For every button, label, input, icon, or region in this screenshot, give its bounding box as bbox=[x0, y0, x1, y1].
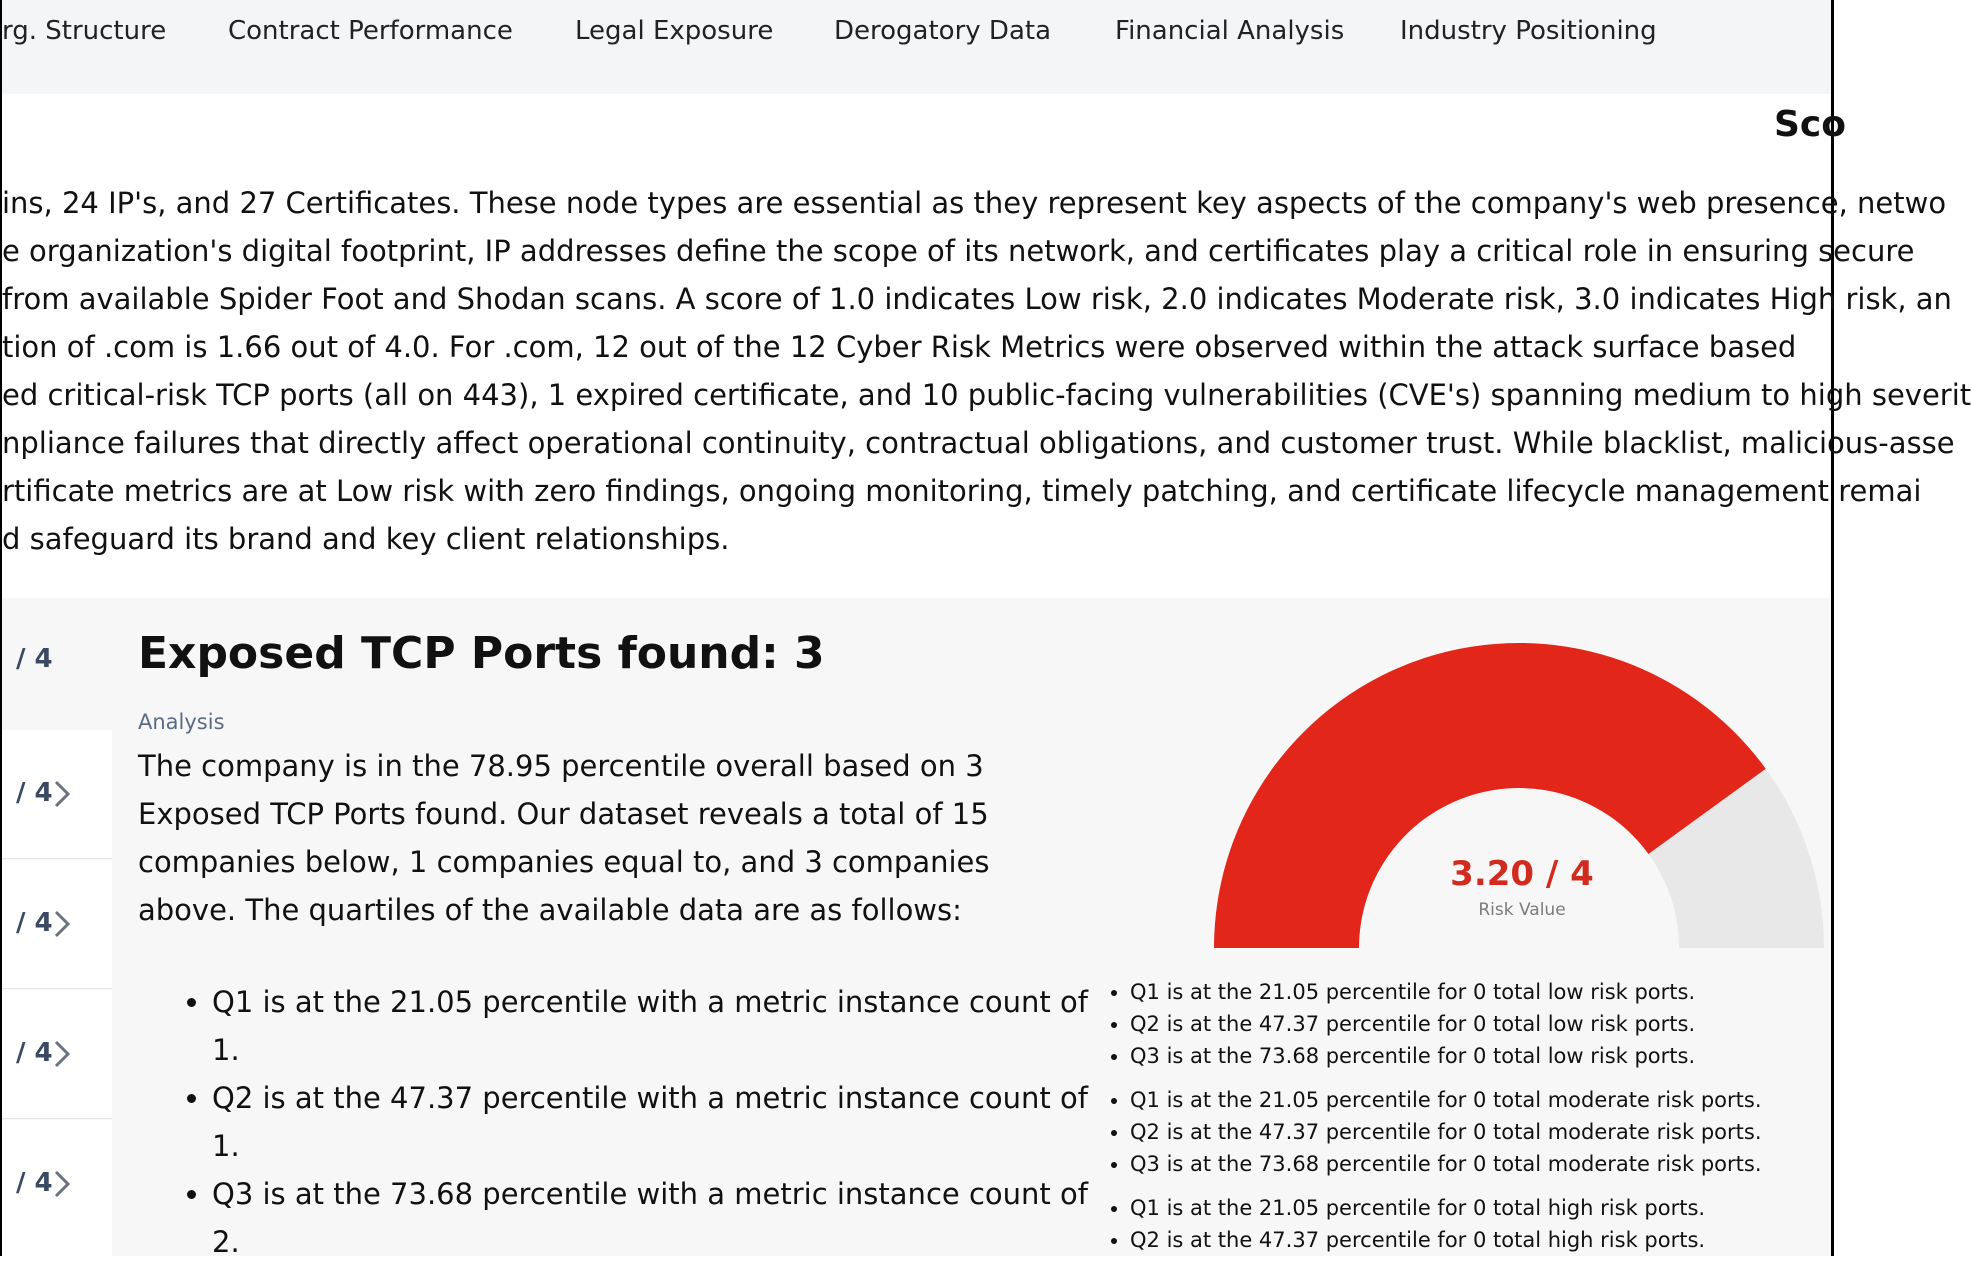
quartile-item: • Q3 is at the 73.68 percentile with a metric instance count of 2. bbox=[212, 1170, 1092, 1266]
summary-line: tion of .com is 1.66 out of 4.0. For .com, 12 out of the 12 Cyber Risk Metrics were observed within the attack surface based bbox=[2, 330, 1797, 364]
list-item: • Q2 is at the 47.37 percentile for 0 total high risk ports. bbox=[1130, 1224, 1832, 1256]
metric-side-score: / 4 bbox=[16, 908, 53, 938]
summary-line: ed critical-risk TCP ports (all on 443), 1 expired certificate, and 10 public-facing vulnerabilities (CVE's) spanning medium to high severit bbox=[2, 378, 1971, 412]
list-item: • Q3 is at the 73.68 percentile for 0 total low risk ports. bbox=[1130, 1040, 1832, 1072]
summary-line: ins, 24 IP's, and 27 Certificates. These node types are essential as they represent key aspects of the company's web presence, netwo bbox=[2, 186, 1947, 220]
quartile-item: • Q1 is at the 21.05 percentile with a metric instance count of 1. bbox=[212, 978, 1092, 1074]
list-item: • Q2 is at the 47.37 percentile for 0 total moderate risk ports. bbox=[1130, 1116, 1832, 1148]
gauge-label: Risk Value bbox=[1478, 900, 1566, 920]
metric-side-score: / 4 bbox=[16, 778, 53, 808]
summary-line: e organization's digital footprint, IP addresses define the scope of its network, and certificates play a critical role in ensuring secure bbox=[2, 234, 1915, 268]
quartile-list bbox=[172, 978, 1092, 1266]
low-risk-ports-list bbox=[1092, 976, 1832, 1072]
metric-side-item[interactable] bbox=[2, 730, 112, 859]
summary-line: rtificate metrics are at Low risk with zero findings, ongoing monitoring, timely patching, and certificate lifecycle management remai bbox=[2, 474, 1922, 508]
score-section-heading: Sco bbox=[1774, 104, 1846, 145]
tab-legal-exposure[interactable]: Legal Exposure bbox=[575, 16, 774, 46]
chevron-right-icon bbox=[48, 1034, 78, 1074]
analysis-text: The company is in the 78.95 percentile overall based on 3 Exposed TCP Ports found. Our dataset reveals a total of 15 companies below, 1 companies equal to, and 3 companies above. The quartiles of the available data are as follows: bbox=[138, 749, 990, 927]
gauge-value: 3.20 / 4 bbox=[1450, 854, 1594, 894]
tab-derogatory-data[interactable]: Derogatory Data bbox=[834, 16, 1052, 46]
list-item: • Q1 is at the 21.05 percentile for 0 total low risk ports. bbox=[1130, 976, 1832, 1008]
cyber-risk-summary bbox=[2, 186, 1971, 576]
chevron-right-icon bbox=[48, 1164, 78, 1204]
metric-side-item[interactable] bbox=[2, 860, 112, 989]
metric-title: Exposed TCP Ports found: 3 bbox=[138, 628, 825, 679]
tab-contract-performance[interactable]: Contract Performance bbox=[228, 16, 513, 46]
analysis-label: Analysis bbox=[138, 710, 225, 734]
list-item: • Q1 is at the 21.05 percentile for 0 total high risk ports. bbox=[1130, 1192, 1832, 1224]
tab-industry-positioning[interactable]: Industry Positioning bbox=[1400, 16, 1657, 46]
section-tab-bar bbox=[2, 0, 1831, 94]
metric-side-list bbox=[2, 598, 112, 1256]
list-item: • Q1 is at the 21.05 percentile for 0 total moderate risk ports. bbox=[1130, 1084, 1832, 1116]
metric-side-score: / 4 bbox=[16, 1038, 53, 1068]
tab-financial-analysis[interactable]: Financial Analysis bbox=[1115, 16, 1345, 46]
metric-side-score: / 4 bbox=[16, 644, 53, 674]
list-item: • Q3 is at the 73.68 percentile for 0 total moderate risk ports. bbox=[1130, 1148, 1832, 1180]
list-item: • Q2 is at the 47.37 percentile for 0 total low risk ports. bbox=[1130, 1008, 1832, 1040]
summary-line: d safeguard its brand and key client relationships. bbox=[2, 522, 730, 556]
metric-detail-section bbox=[2, 598, 1831, 1259]
metric-side-item-active[interactable] bbox=[2, 598, 112, 726]
summary-line: from available Spider Foot and Shodan scans. A score of 1.0 indicates Low risk, 2.0 indicates Moderate risk, 3.0 indicates High risk, an bbox=[2, 282, 1952, 316]
tab-org-structure[interactable]: rg. Structure bbox=[2, 16, 167, 46]
moderate-risk-ports-list bbox=[1092, 1084, 1832, 1180]
quartile-item: • Q2 is at the 47.37 percentile with a metric instance count of 1. bbox=[212, 1074, 1092, 1170]
chevron-right-icon bbox=[48, 904, 78, 944]
chevron-right-icon bbox=[48, 774, 78, 814]
metric-side-item[interactable] bbox=[2, 990, 112, 1119]
high-risk-ports-list bbox=[1092, 1192, 1832, 1256]
metric-side-item[interactable] bbox=[2, 1120, 112, 1256]
metric-side-score: / 4 bbox=[16, 1168, 53, 1198]
port-risk-quartile-lists bbox=[1092, 976, 1832, 1268]
summary-line: npliance failures that directly affect operational continuity, contractual obligations, and customer trust. While blacklist, malicious-asse bbox=[2, 426, 1955, 460]
